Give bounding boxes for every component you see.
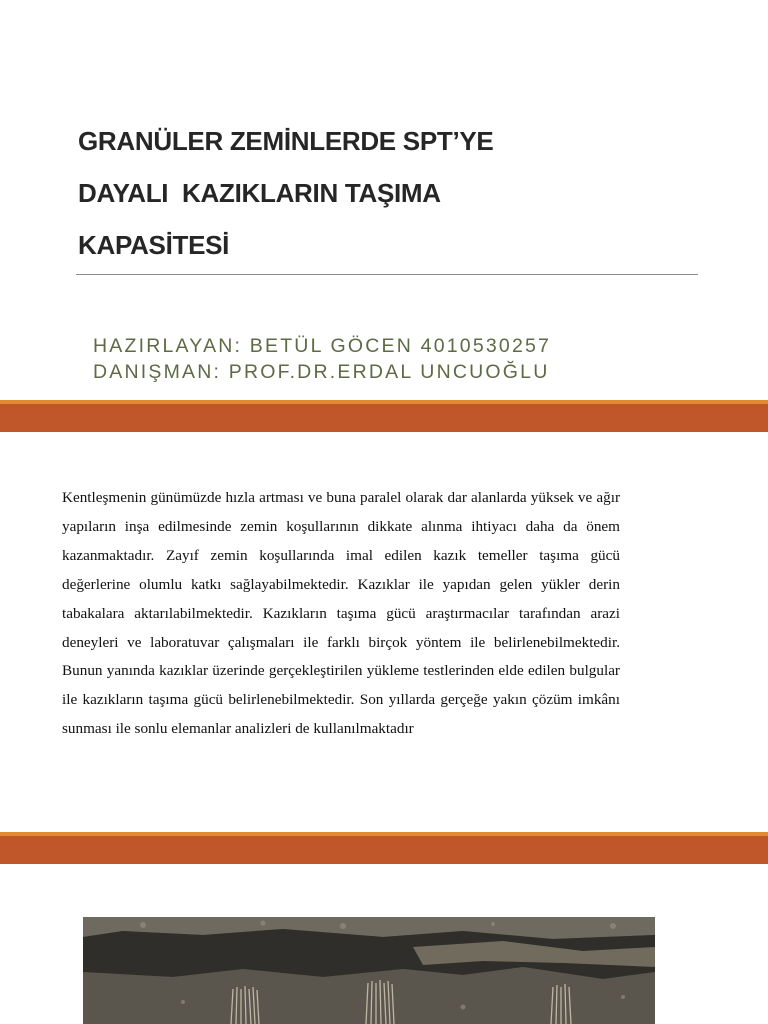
prepared-by-line: HAZIRLAYAN: BETÜL GÖCEN 4010530257 [93, 335, 552, 357]
author-info [93, 333, 713, 385]
abstract-paragraph: Kentleşmenin günümüzde hızla artması ve buna paralel olarak dar alanlarda yüksek ve ağır yapıların inşa edilmesinde zemin koşullarının dikkate alınma ihtiyacı daha da önem kazanmaktadır. Zayıf zemin koşullarında imal edilen kazık temeller taşıma gücü değerlerine olumlu katkı sağlayabilmektedir. Kazıklar ile yapıdan gelen yükler derin tabakalara aktarılabilmektedir. Kazıkların taşıma gücü araştırmacılar tarafından arazi deneyleri ve laboratuvar çalışmaları ile farklı birçok yöntem ile belirlenebilmektedir. Bunun yanında kazıklar üzerinde gerçekleştirilen yükleme testlerinden elde edilen bulgular ile kazıkların taşıma gücü belirlenebilmektedir. Son yıllarda gerçeğe yakın çözüm imkânı sunması ile sonlu elemanlar analizleri de kullanılmaktadır [62, 489, 620, 738]
title-line-2: DAYALI KAZIKLARIN TAŞIMA [78, 178, 441, 208]
excavation-site-photo [83, 917, 655, 1024]
document-title [78, 115, 678, 271]
orange-band-bottom [0, 832, 768, 864]
excavation-photo-drawing [83, 917, 655, 1024]
title-divider [76, 274, 698, 275]
title-line-3: KAPASİTESİ [78, 230, 230, 260]
orange-band-top [0, 400, 768, 432]
title-line-1: GRANÜLER ZEMİNLERDE SPT’YE [78, 126, 494, 156]
advisor-line: DANIŞMAN: PROF.DR.ERDAL UNCUOĞLU [93, 361, 550, 383]
